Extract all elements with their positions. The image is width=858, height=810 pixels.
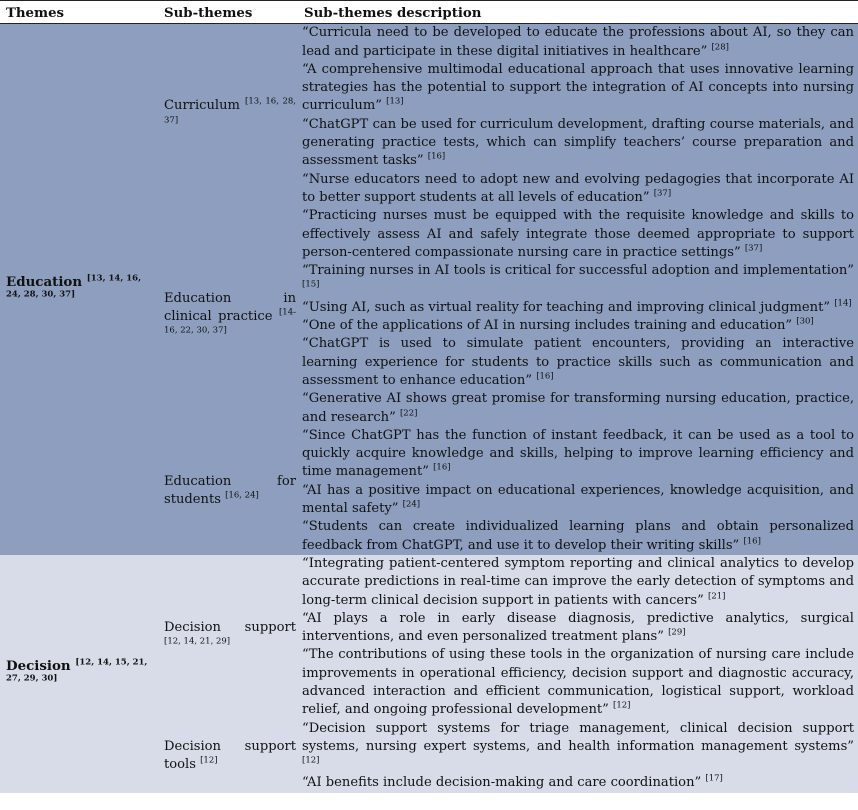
quote: “Integrating patient-centered symptom reporting and clinical analytics to develop accurate predictions in real-time can improve the early detection of symptoms and long-term clinical decision support in patients with cancers” [21] [302, 555, 854, 608]
decision-row [0, 555, 858, 720]
quote: “Generative AI shows great promise for transforming nursing education, practice, and research” [22] [302, 391, 854, 425]
header-themes: Themes [0, 1, 158, 24]
quote: “Curricula need to be developed to educate the professions about AI, so they can lead and participate in these digital initiatives in healthcare” [28] [302, 25, 854, 59]
quotes-clinical-practice [298, 207, 858, 427]
quote: “ChatGPT is used to simulate patient encounters, providing an interactive learning experience for students to practice skills such as communication and assessment to enhance education” [16] [302, 336, 854, 388]
header-row [0, 1, 858, 24]
theme-refs: [13, 14, 16, 24, 28, 30, 37] [6, 273, 142, 300]
quotes-curriculum [298, 24, 858, 207]
subtheme-refs: [16, 24] [225, 490, 259, 501]
subtheme-name: Decision support [164, 619, 296, 635]
theme-education [0, 24, 158, 555]
quote: “A comprehensive multimodal educational approach that uses innovative learning strategies has the potential to support the integration of AI concepts into nursing curriculum” [13] [302, 61, 854, 114]
subtheme-refs: [12, 14, 21, 29] [164, 636, 231, 647]
subtheme-decision-support-tools [158, 720, 298, 793]
quote: “Using AI, such as virtual reality for teaching and improving clinical judgment” [14] [302, 298, 852, 315]
education-row [0, 24, 858, 207]
quote: “ChatGPT can be used for curriculum development, drafting course materials, and generating practice tests, which can simplify teachers’ course preparation and assessment tasks” [16] [302, 116, 854, 169]
quotes-decision-support-tools [298, 720, 858, 793]
subtheme-refs: [14-16, 22, 30, 37] [164, 307, 296, 336]
subtheme-refs: [13, 16, 28, 37] [164, 97, 296, 126]
subtheme-name: Curriculum [164, 98, 240, 114]
quote: “Nurse educators need to adopt new and evolving pedagogies that incorporate AI to better support students at all levels of education” [37] [302, 171, 854, 205]
quote: “Decision support systems for triage management, clinical decision support systems, nursing expert systems, and health information management systems” [12] [302, 720, 854, 766]
quote: “One of the applications of AI in nursing includes training and education” [30] [302, 316, 814, 334]
quote: “The contributions of using these tools in the organization of nursing care include improvements in operational efficiency, decision support and diagnostic accuracy, advanced interaction and efficient communication, logistical support, workload relief, and ongoing professional development” [12] [302, 647, 854, 718]
theme-name: Education [6, 273, 83, 290]
subtheme-decision-support [158, 555, 298, 720]
quotes-decision-support [298, 555, 858, 720]
quote: “Students can create individualized learning plans and obtain personalized feedback from ChatGPT, and use it to develop their writing skills” [16] [302, 519, 854, 553]
quote: “AI plays a role in early disease diagnosis, predictive analytics, surgical interventions, and even personalized treatment plans” [29] [302, 610, 854, 645]
quote: “AI has a positive impact on educational experiences, knowledge acquisition, and mental safety” [24] [302, 482, 854, 517]
quotes-students [298, 427, 858, 555]
subtheme-refs: [12] [200, 755, 218, 766]
subtheme-students [158, 427, 298, 555]
header-description: Sub-themes description [298, 1, 858, 24]
quote: “Practicing nurses must be equipped with the requisite knowledge and skills to effectively assess AI and safely integrate those deemed appropriate to support person-centered compassionate nursing care in practice settings” [37] [302, 208, 854, 260]
subtheme-curriculum [158, 24, 298, 207]
theme-refs: [12, 14, 15, 21, 27, 29, 30] [6, 657, 148, 684]
subtheme-name: Education for students [164, 473, 296, 507]
quote: “Training nurses in AI tools is critical for successful adoption and implementation” [15] [302, 263, 854, 291]
quote: “AI benefits include decision-making and care coordination” [17] [302, 774, 723, 791]
theme-decision [0, 555, 158, 793]
subtheme-name: Education in clinical practice [164, 290, 296, 324]
subtheme-clinical-practice [158, 207, 298, 427]
subtheme-name: Decision support tools [164, 738, 296, 773]
header-subthemes: Sub-themes [158, 1, 298, 24]
theme-name: Decision [6, 657, 71, 674]
quote: “Since ChatGPT has the function of instant feedback, it can be used as a tool to quickly acquire knowledge and skills, helping to improve learning efficiency and time management” [16] [302, 427, 854, 480]
